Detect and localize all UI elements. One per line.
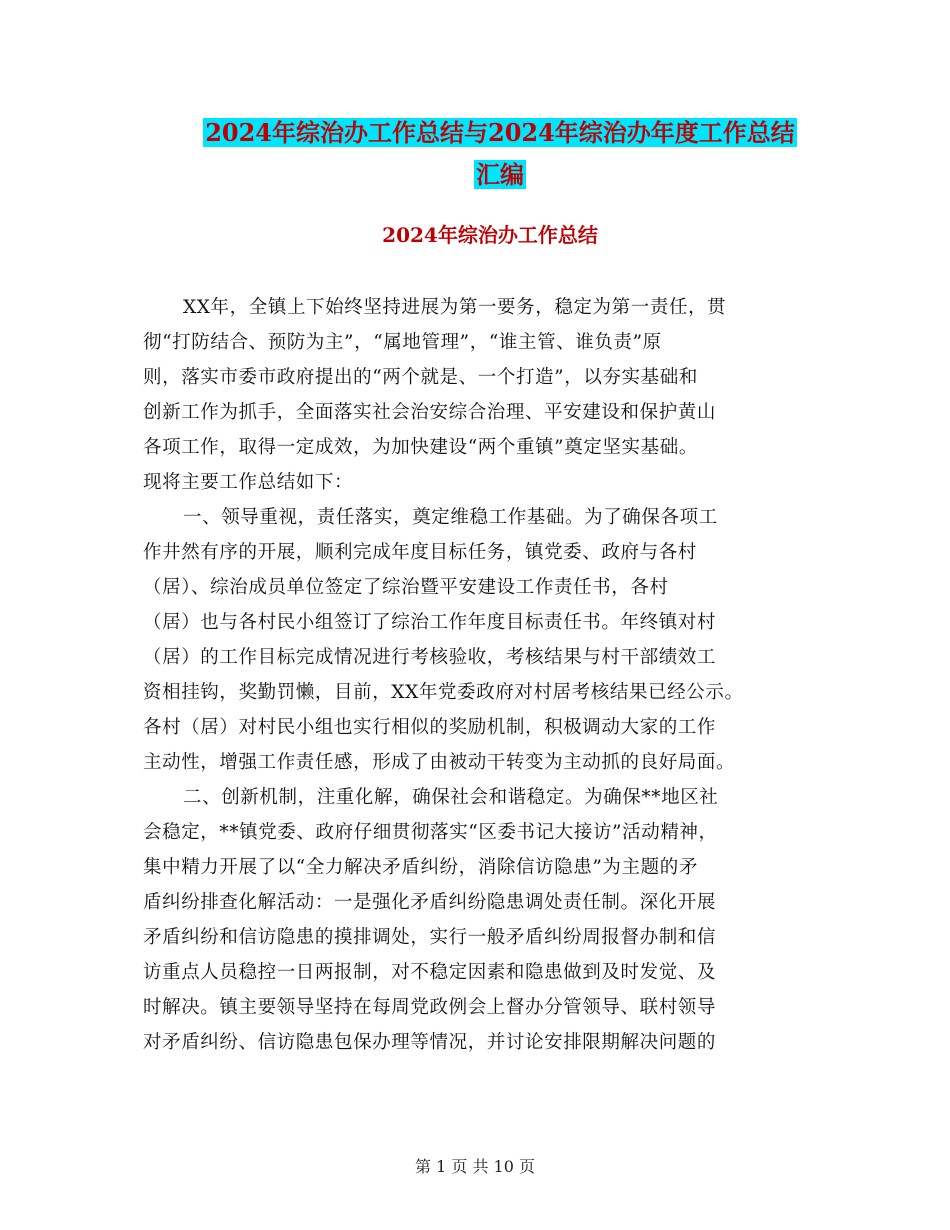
text-line: 创新工作为抓手，全面落实社会治安综合治理、平安建设和保护黄山 (143, 402, 717, 423)
text-line: 盾纠纷排查化解活动：一是强化矛盾纠纷隐患调处责任制。深化开展 (143, 892, 717, 913)
text-line: 各项工作，取得一定成效，为加快建设“两个重镇”奠定坚实基础。 (143, 437, 698, 458)
text-line: 一、领导重视，责任落实，奠定维稳工作基础。为了确保各项工 (183, 507, 718, 528)
text-line: 彻“打防结合、预防为主”，“属地管理”，“谁主管、谁负责”原 (143, 332, 662, 353)
text-line: 二、创新机制，注重化解，确保社会和谐稳定。为确保**地区社 (183, 787, 719, 808)
text-line: 集中精力开展了以“全力解决矛盾纠纷，消除信访隐患”为主题的矛 (143, 857, 698, 878)
text-line: 对矛盾纠纷、信访隐患包保办理等情况，并讨论安排限期解决问题的 (143, 1032, 717, 1053)
text-line: （居）的工作目标完成情况进行考核验收，考核结果与村干部绩效工 (143, 647, 717, 668)
text-line: 各村（居）对村民小组也实行相似的奖励机制，积极调动大家的工作 (143, 717, 717, 738)
text-line: 资相挂钩，奖勤罚懒，目前，XX年党委政府对村居考核结果已经公示。 (143, 682, 744, 703)
text-line: 会稳定，**镇党委、政府仔细贯彻落实“区委书记大接访”活动精神， (143, 822, 718, 843)
page-number-footer: 第 1 页 共 10 页 (415, 1157, 535, 1176)
document-title-line-2: 汇编 (476, 160, 524, 189)
text-line: 现将主要工作总结如下： (143, 472, 354, 493)
text-line: 访重点人员稳控一日两报制，对不稳定因素和隐患做到及时发觉、及 (143, 962, 717, 983)
text-line: （居）、综治成员单位签定了综治暨平安建设工作责任书，各村 (143, 577, 669, 598)
text-line: 时解决。镇主要领导坚持在每周党政例会上督办分管领导、联村领导 (143, 997, 717, 1018)
text-line: 矛盾纠纷和信访隐患的摸排调处，实行一般矛盾纠纷周报督办制和信 (143, 927, 717, 948)
document-title-line-1: 2024年综治办工作总结与2024年综治办年度工作总结 (205, 118, 795, 147)
document-title (140, 114, 860, 152)
document-title-continued (140, 156, 860, 194)
text-line: 则，落实市委市政府提出的“两个就是、一个打造”，以夯实基础和 (143, 367, 698, 388)
text-line: 主动性，增强工作责任感，形成了由被动干转变为主动抓的良好局面。 (143, 752, 736, 773)
text-line: 作井然有序的开展，顺利完成年度目标任务，镇党委、政府与各村 (143, 542, 697, 563)
section-title: 2024年综治办工作总结 (382, 223, 598, 247)
text-line: （居）也与各村民小组签订了综治工作年度目标责任书。年终镇对村 (143, 612, 717, 633)
body-text (143, 290, 823, 1060)
text-line: XX年，全镇上下始终坚持进展为第一要务，稳定为第一责任，贯 (183, 297, 727, 318)
